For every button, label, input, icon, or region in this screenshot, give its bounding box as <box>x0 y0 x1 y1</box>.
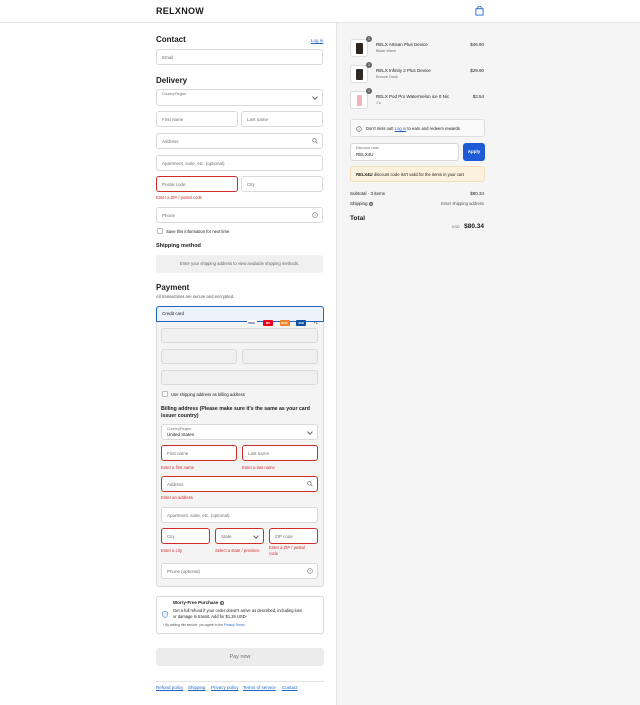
product-image <box>350 65 368 83</box>
billing-first-name-placeholder: First name <box>167 451 189 456</box>
item-name: RELX Infinity 2 Plus Device <box>376 68 431 73</box>
country-label: Country/Region <box>162 92 187 96</box>
discount-code-input[interactable] <box>350 143 459 161</box>
currency-code: USD <box>451 225 460 229</box>
svg-text:?: ? <box>309 569 311 574</box>
footer-privacy-policy[interactable]: Privacy policy <box>211 685 239 690</box>
address-field[interactable] <box>156 133 323 149</box>
chevron-down-icon <box>253 533 259 539</box>
item-name: RELX Pod Pro Watermelon ice 0 Nic <box>376 94 450 99</box>
product-image <box>350 91 368 109</box>
item-variant: Bronze Dusk <box>376 75 398 79</box>
billing-city-placeholder: City <box>167 534 175 539</box>
first-name-placeholder: First name <box>162 117 184 122</box>
footer-terms-of-service[interactable]: Terms of service <box>243 685 276 690</box>
item-price: $46.90 <box>470 42 484 47</box>
worry-free-title <box>173 600 224 605</box>
worry-free-box <box>156 596 324 634</box>
total-label: Total <box>350 215 366 222</box>
payment-title: Payment <box>156 283 190 292</box>
billing-phone-field[interactable] <box>161 563 318 579</box>
worry-free-body-2: or damage in transit. Add for $1.26 USD- <box>173 614 247 619</box>
billing-state-placeholder: State <box>221 534 232 539</box>
jcb-icon: JCB <box>297 321 304 325</box>
shipping-method-message: Enter your shipping address to view available shipping methods. <box>156 255 323 273</box>
discount-value: RELX4U <box>356 152 374 157</box>
footer-contact[interactable]: Contact <box>282 685 298 690</box>
billing-apartment-field[interactable] <box>161 507 318 523</box>
billing-state-error: Select a state / province <box>215 548 260 553</box>
rewards-suffix: to earn and redeem rewards <box>407 126 460 131</box>
card-brands <box>245 311 318 329</box>
use-shipping-label: Use shipping address as billing address <box>171 392 245 397</box>
email-placeholder: Email <box>162 55 174 60</box>
shipping-value: Enter shipping address <box>441 201 484 206</box>
privacy-terms-link[interactable]: Privacy Terms <box>223 623 245 627</box>
shipping-method-title: Shipping method <box>156 243 201 249</box>
chevron-down-icon <box>312 94 318 100</box>
billing-state-select[interactable] <box>215 528 264 544</box>
billing-last-name-field[interactable] <box>242 445 318 461</box>
rewards-text <box>366 126 460 131</box>
device-thumbnail <box>356 69 363 80</box>
shipping-row-label <box>350 201 373 206</box>
device-thumbnail <box>356 43 363 54</box>
search-icon <box>312 138 318 144</box>
item-name: RELX Artisan Plus Device <box>376 42 428 47</box>
billing-country-select[interactable] <box>161 424 318 440</box>
worry-free-body-1: Get a full refund if your order doesn't arrive as described, including loss <box>173 608 302 613</box>
help-circle-icon[interactable] <box>312 212 318 218</box>
billing-last-name-placeholder: Last name <box>248 451 270 456</box>
footer-divider <box>156 681 324 682</box>
shopping-bag-icon[interactable] <box>475 6 484 16</box>
first-name-field[interactable] <box>156 111 238 127</box>
card-expiry-field[interactable] <box>161 349 237 364</box>
worry-free-terms <box>163 623 245 627</box>
card-name-field[interactable] <box>161 370 318 385</box>
city-placeholder: City <box>247 182 255 187</box>
postal-code-field[interactable] <box>156 176 238 192</box>
credit-card-option[interactable] <box>156 306 324 325</box>
subtotal-label: Subtotal · 3 items <box>350 191 386 196</box>
billing-city-error: Enter a city <box>161 548 182 553</box>
billing-address-field[interactable] <box>161 476 318 492</box>
visa-icon: VISA <box>248 321 256 325</box>
svg-text:?: ? <box>314 213 316 218</box>
last-name-placeholder: Last name <box>247 117 269 122</box>
footer-refund-policy[interactable]: Refund policy <box>156 685 184 690</box>
pay-now-button[interactable]: Pay now <box>156 648 324 666</box>
billing-address-placeholder: Address <box>167 482 184 487</box>
discount-warning-code: RELX4U <box>356 172 373 177</box>
info-icon <box>356 126 362 132</box>
login-link[interactable]: Log in <box>311 38 324 43</box>
billing-zip-error-line2: code <box>269 551 279 556</box>
address-placeholder: Address <box>162 139 179 144</box>
shipping-label-text: Shipping <box>350 201 368 206</box>
rewards-prefix: Don't miss out! <box>366 126 394 131</box>
discount-warning <box>350 166 485 182</box>
quantity-badge: 1 <box>366 88 372 94</box>
billing-first-name-error: Enter a first name <box>161 465 195 470</box>
credit-card-label: Credit card <box>162 311 185 316</box>
phone-field[interactable] <box>156 207 323 223</box>
search-icon <box>307 481 313 487</box>
total-value-group <box>452 215 484 233</box>
worry-free-title-text: Worry-Free Purchase <box>173 600 219 605</box>
total-value: $80.34 <box>464 223 484 230</box>
info-icon[interactable]: i <box>221 600 223 605</box>
help-circle-icon[interactable] <box>307 568 313 574</box>
chevron-down-icon <box>307 429 313 435</box>
item-variant: 1's <box>376 101 381 105</box>
rewards-banner <box>350 119 485 137</box>
product-image <box>350 39 368 57</box>
billing-country-label: Country/Region <box>167 427 192 431</box>
quantity-badge: 1 <box>366 62 372 68</box>
subtotal-value: $80.34 <box>470 191 484 196</box>
item-variant: Black Wave <box>376 49 396 53</box>
billing-city-field[interactable] <box>161 528 210 544</box>
save-info-checkbox[interactable] <box>157 228 163 234</box>
quantity-badge: 1 <box>366 36 372 42</box>
rewards-login-link[interactable]: Log in <box>394 126 407 131</box>
checkout-form <box>0 23 336 705</box>
save-info-label: Save this information for next time <box>166 229 230 234</box>
item-price: $3.54 <box>472 94 484 99</box>
country-select[interactable] <box>156 89 323 106</box>
billing-title: Billing address (Please make sure it's the same as your card issuer country) <box>161 406 310 419</box>
billing-zip-field[interactable] <box>269 528 318 544</box>
postal-code-error: Enter a ZIP / postal code <box>156 195 203 200</box>
mastercard-icon: MC <box>263 320 273 326</box>
more-cards-badge: +1 <box>313 320 318 325</box>
card-cvv-field[interactable] <box>242 349 318 364</box>
item-price: $29.90 <box>470 68 484 73</box>
billing-first-name-field[interactable] <box>161 445 237 461</box>
billing-apartment-placeholder: Apartment, suite, etc. (optional) <box>167 513 230 518</box>
card-number-field[interactable] <box>161 328 318 343</box>
billing-country-value: United States <box>167 432 195 437</box>
apartment-placeholder: Apartment, suite, etc. (optional) <box>162 161 225 166</box>
apply-button[interactable]: Apply <box>463 143 485 161</box>
payment-subtitle: All transactions are secure and encrypted. <box>156 294 235 299</box>
discount-warning-text: discount code isn't valid for the items in your cart <box>373 172 464 177</box>
billing-last-name-error: Enter a last name <box>242 465 275 470</box>
phone-placeholder: Phone <box>162 213 176 218</box>
billing-zip-placeholder: ZIP code <box>275 534 293 539</box>
delivery-title: Delivery <box>156 76 188 85</box>
last-name-field[interactable] <box>241 111 323 127</box>
help-circle-icon[interactable]: ? <box>370 201 372 206</box>
discover-icon: DISC <box>280 321 289 325</box>
use-shipping-checkbox[interactable] <box>162 391 168 397</box>
email-field[interactable] <box>156 49 323 65</box>
billing-address-error: Enter an address <box>161 495 193 500</box>
billing-zip-error-line1: Enter a ZIP / postal <box>269 545 305 550</box>
shield-icon <box>162 611 168 618</box>
apartment-field[interactable] <box>156 155 323 171</box>
billing-phone-placeholder: Phone (optional) <box>167 569 201 574</box>
pod-thumbnail <box>357 95 362 106</box>
top-header <box>0 0 640 23</box>
order-summary <box>336 23 640 705</box>
brand-logo[interactable]: RELXNOW <box>156 6 205 16</box>
terms-prefix: * By adding this service, you agree to the <box>163 623 223 627</box>
postal-code-placeholder: Postal code <box>162 182 186 187</box>
contact-title: Contact <box>156 35 186 44</box>
footer-shipping[interactable]: Shipping <box>188 685 206 690</box>
city-field[interactable] <box>241 176 323 192</box>
discount-label: Discount code <box>356 146 379 150</box>
